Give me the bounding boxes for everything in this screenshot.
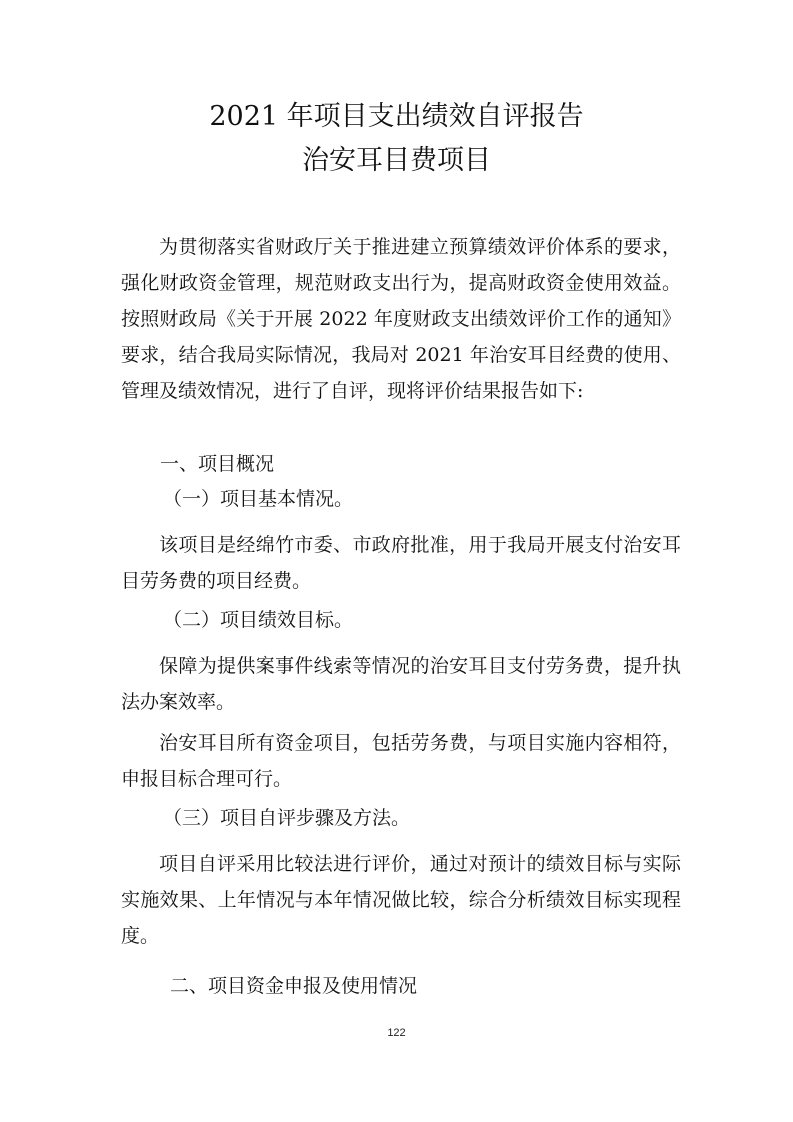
basic-info-paragraph: 该项目是经绵竹市委、市政府批准，用于我局开展支付治安耳目劳务费的项目经费。 xyxy=(121,534,681,592)
performance-goals-paragraph-2: 治安耳目所有资金项目，包括劳务费，与项目实施内容相符，申报目标合理可行。 xyxy=(121,732,681,790)
subsection-heading-performance-goals: （二）项目绩效目标。 xyxy=(163,609,354,631)
report-title: 2021 年项目支出绩效自评报告 xyxy=(209,101,584,132)
report-subtitle: 治安耳目费项目 xyxy=(302,145,491,176)
section-heading-fund-usage: 二、项目资金申报及使用情况 xyxy=(170,975,418,997)
subsection-heading-basic-info: （一）项目基本情况。 xyxy=(163,488,354,510)
performance-goals-paragraph-1: 保障为提供案事件线索等情况的治安耳目支付劳务费，提升执法办案效率。 xyxy=(121,655,681,713)
section-heading-overview: 一、项目概况 xyxy=(160,453,275,475)
page-number: 122 xyxy=(387,1027,406,1039)
self-evaluation-method-paragraph: 项目自评采用比较法进行评价，通过对预计的绩效目标与实际实施效果、上年情况与本年情况做比较，综合分析绩效目标实现程度。 xyxy=(121,853,681,947)
intro-paragraph: 为贯彻落实省财政厅关于推进建立预算绩效评价体系的要求，强化财政资金管理，规范财政支出行为，提高财政资金使用效益。按照财政局《关于开展 2022 年度财政支出绩效评价工作的通知》要求，结合我局实际情况，我局对 2021 年治安耳目经费的使用、管理及绩效情况，进行了自评，现将评价结果报告如下: xyxy=(121,236,681,402)
subsection-heading-self-evaluation-method: （三）项目自评步骤及方法。 xyxy=(163,807,411,829)
